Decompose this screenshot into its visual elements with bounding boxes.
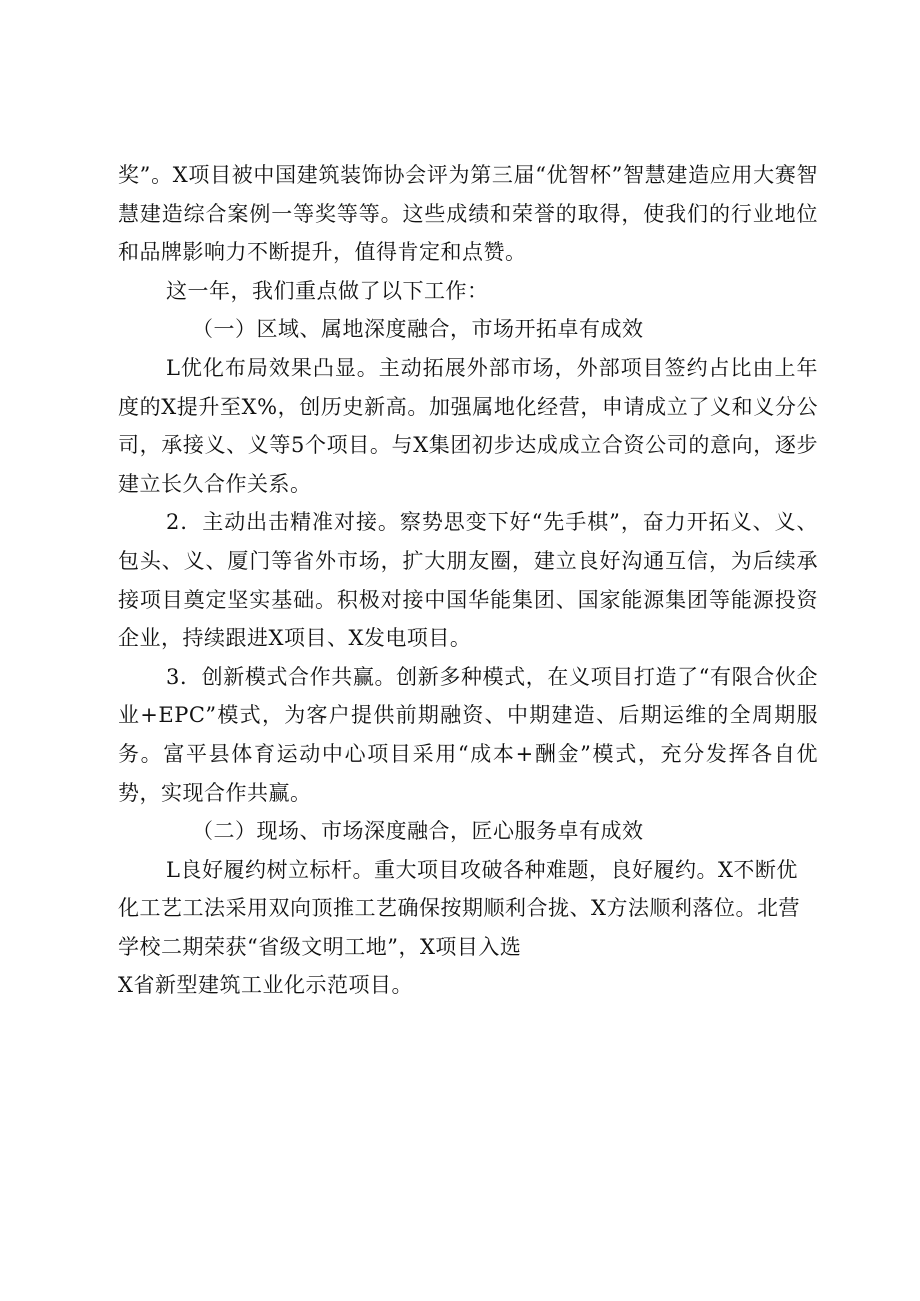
section-heading-2: （二）现场、市场深度融合，匠心服务卓有成效: [192, 819, 644, 844]
paragraph-item-1-1: L优化布局效果凸显。主动拓展外部市场，外部项目签约占比由上年度的X提升至X%，创历史新高。加强属地化经营，申请成立了义和义分公司，承接义、义等5个项目。与X集团初步达成成立合资公司的意向，逐步建立长久合作关系。: [118, 355, 818, 496]
paragraph-item-1-2: 2．主动出击精准对接。察势思变下好“先手棋”，奋力开拓义、义、包头、义、厦门等省外市场，扩大朋友圈，建立良好沟通互信，为后续承接项目奠定坚实基础。积极对接中国华能集团、国家能源集团等能源投资企业，持续跟进X项目、X发电项目。: [118, 510, 818, 651]
paragraph-item-2-1-cont: X省新型建筑工业化示范项目。: [118, 973, 413, 998]
paragraph-item-2-1: L良好履约树立标杆。重大项目攻破各种难题，良好履约。X不断优化工艺工法采用双向顶推工艺确保按期顺利合拢、X方法顺利落位。北营学校二期荣获“省级文明工地”，X项目入选: [118, 857, 800, 959]
paragraph-intro: 这一年，我们重点做了以下工作：: [166, 278, 489, 303]
paragraph-item-1-3: 3．创新模式合作共赢。创新多种模式，在义项目打造了“有限合伙企业+EPC”模式，为客户提供前期融资、中期建造、后期运维的全周期服务。富平县体育运动中心项目采用“成本+酬金”模式，充分发挥各自优势，实现合作共赢。: [118, 664, 818, 805]
document-body: [118, 156, 818, 1005]
section-heading-1: （一）区域、属地深度融合，市场开拓卓有成效: [192, 317, 644, 342]
paragraph-awards: 奖”。X项目被中国建筑装饰协会评为第三届“优智杯”智慧建造应用大赛智慧建造综合案例一等奖等等。这些成绩和荣誉的取得，使我们的行业地位和品牌影响力不断提升，值得肯定和点赞。: [118, 163, 818, 265]
